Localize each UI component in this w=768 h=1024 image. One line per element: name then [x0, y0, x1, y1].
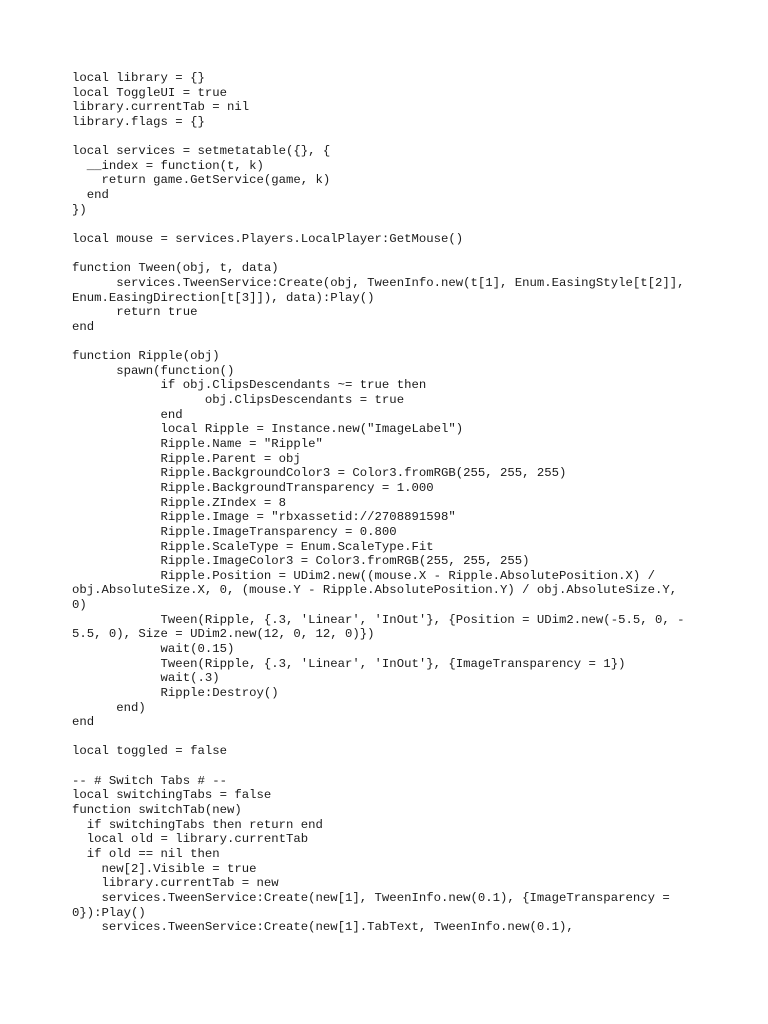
code-line: local services = setmetatable({}, {	[72, 144, 331, 159]
code-line: library.currentTab = new	[72, 876, 279, 891]
code-line: Ripple.BackgroundTransparency = 1.000	[72, 480, 434, 495]
code-line	[72, 217, 712, 232]
code-line: })	[72, 202, 87, 217]
code-line: if old == nil then	[72, 846, 220, 861]
code-line: function Ripple(obj)	[72, 349, 220, 364]
code-line: Enum.EasingDirection[t[3]]), data):Play()	[72, 290, 375, 305]
code-line: Ripple.Parent = obj	[72, 451, 301, 466]
code-line: new[2].Visible = true	[72, 861, 257, 876]
code-line: return true	[72, 305, 198, 320]
code-line: local switchingTabs = false	[72, 788, 272, 803]
code-line	[72, 130, 712, 145]
code-line: local old = library.currentTab	[72, 832, 309, 847]
code-line: if obj.ClipsDescendants ~= true then	[72, 378, 427, 393]
code-line: local ToggleUI = true	[72, 85, 227, 100]
code-line	[72, 759, 712, 774]
code-line: wait(0.15)	[72, 641, 235, 656]
code-line: wait(.3)	[72, 671, 220, 686]
code-line: local toggled = false	[72, 744, 227, 759]
code-line: Ripple.BackgroundColor3 = Color3.fromRGB(255, 255, 255)	[72, 466, 567, 481]
code-listing	[72, 71, 712, 935]
code-line: spawn(function()	[72, 363, 235, 378]
code-line: end	[72, 715, 95, 730]
code-line: 5.5, 0), Size = UDim2.new(12, 0, 12, 0)})	[72, 627, 375, 642]
code-line: Tween(Ripple, {.3, 'Linear', 'InOut'}, {Position = UDim2.new(-5.5, 0, -	[72, 612, 685, 627]
code-line: Ripple:Destroy()	[72, 685, 279, 700]
code-line: Ripple.Position = UDim2.new((mouse.X - Ripple.AbsolutePosition.X) /	[72, 568, 655, 583]
code-line: __index = function(t, k)	[72, 158, 264, 173]
code-line: end)	[72, 700, 146, 715]
code-line: library.currentTab = nil	[72, 100, 250, 115]
code-line: Ripple.ZIndex = 8	[72, 495, 287, 510]
code-line	[72, 247, 712, 262]
code-line: end	[72, 319, 95, 334]
code-line: 0)	[72, 598, 87, 613]
code-line: return game.GetService(game, k)	[72, 173, 331, 188]
code-line: 0}):Play()	[72, 905, 146, 920]
code-line: Ripple.ImageTransparency = 0.800	[72, 524, 397, 539]
code-line: library.flags = {}	[72, 114, 205, 129]
code-line: obj.ClipsDescendants = true	[72, 393, 405, 408]
code-line: -- # Switch Tabs # --	[72, 773, 227, 788]
code-line: function Tween(obj, t, data)	[72, 261, 279, 276]
code-line	[72, 335, 712, 350]
code-line: services.TweenService:Create(obj, TweenInfo.new(t[1], Enum.EasingStyle[t[2]],	[72, 275, 685, 290]
code-line: Ripple.Image = "rbxassetid://2708891598"	[72, 510, 456, 525]
code-line: end	[72, 407, 183, 422]
code-line: obj.AbsoluteSize.X, 0, (mouse.Y - Ripple.AbsolutePosition.Y) / obj.AbsoluteSize.Y,	[72, 583, 678, 598]
code-line: Tween(Ripple, {.3, 'Linear', 'InOut'}, {ImageTransparency = 1})	[72, 656, 626, 671]
code-line: Ripple.ScaleType = Enum.ScaleType.Fit	[72, 539, 434, 554]
code-line: local Ripple = Instance.new("ImageLabel")	[72, 422, 464, 437]
code-line: services.TweenService:Create(new[1], TweenInfo.new(0.1), {ImageTransparency =	[72, 890, 670, 905]
code-line	[72, 730, 712, 745]
code-line: local library = {}	[72, 71, 205, 85]
code-line: end	[72, 188, 109, 203]
code-line: services.TweenService:Create(new[1].TabText, TweenInfo.new(0.1),	[72, 920, 574, 935]
code-line: if switchingTabs then return end	[72, 817, 323, 832]
code-line: local mouse = services.Players.LocalPlayer:GetMouse()	[72, 232, 464, 247]
code-line: function switchTab(new)	[72, 803, 242, 818]
code-line: Ripple.Name = "Ripple"	[72, 437, 323, 452]
code-line: Ripple.ImageColor3 = Color3.fromRGB(255, 255, 255)	[72, 554, 530, 569]
